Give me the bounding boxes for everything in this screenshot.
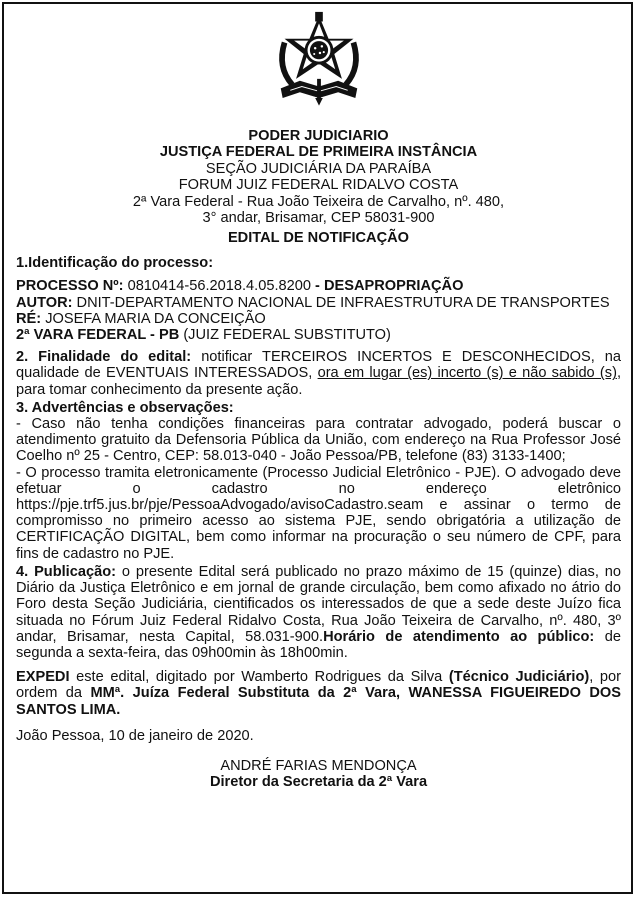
document-title: EDITAL DE NOTIFICAÇÃO	[227, 230, 410, 247]
section2-text-end: , para tomar conhecimento da presente ação.	[16, 365, 621, 398]
signature-name: ANDRÉ FARIAS MENDONÇA	[220, 757, 417, 774]
autor-value: DNIT-DEPARTAMENTO NACIONAL DE INFRAESTRUTURA DE TRANSPORTES	[76, 294, 610, 311]
section1-heading: 1.Identificação do processo:	[16, 255, 214, 272]
section4-label: 4. Publicação:	[16, 563, 116, 580]
section3-para1: - Caso não tenha condições financeiras para contratar advogado, poderá buscar o atendimento gratuito da Defensoria Pública da União, com endereço na Rua Professor José Coelho nº 25 - Centro, CEP: 58.013-040 - João Pessoa/PB, telefone (83) 3133-1400;	[16, 416, 621, 465]
header-address-2: 3° andar, Brisamar, CEP 58031-900	[202, 210, 435, 227]
section2-finalidade	[16, 349, 621, 398]
document-header	[16, 128, 621, 226]
section2-label: 2. Finalidade do edital:	[16, 349, 192, 366]
expedi-text: este edital, digitado por Wamberto Rodrigues da Silva	[76, 669, 443, 686]
expedi-cargo: (Técnico Judiciário)	[448, 669, 590, 686]
brazil-coat-of-arms-icon	[271, 10, 367, 120]
processo-label: PROCESSO Nº:	[16, 278, 124, 295]
expedi-word: EXPEDI	[16, 669, 70, 686]
expedi-judge: MMª. Juíza Federal Substituta da 2ª Vara, WANESSA FIGUEIREDO DOS SANTOS LIMA	[16, 685, 621, 718]
horario-text: de segunda a sexta-feira, das 09h00min às 18h00min.	[16, 628, 621, 661]
signature-block	[16, 758, 621, 791]
process-identification	[16, 278, 621, 343]
signature-role: Diretor da Secretaria da 2ª Vara	[209, 774, 428, 791]
section4-text: o presente Edital será publicado no prazo máximo de 15 (quinze) dias, no Diário da Justiça Eletrônico e em jornal de grande circulação, bem como afixado no átrio do Foro desta Seção Judiciária, cientificados os interessados de que a sede deste Juízo fica situada no Fórum Juiz Federal Ridalvo Costa, Rua João Teixeira de Carvalho, nº. 480, 3º andar, Brisamar, nesta Capital, 58.031-900.	[16, 563, 622, 645]
vara-value: (JUIZ FEDERAL SUBSTITUTO)	[183, 327, 391, 344]
header-address-1: 2ª Vara Federal - Rua João Teixeira de Carvalho, nº. 480,	[132, 193, 505, 210]
expedi-end: .	[116, 701, 121, 718]
section3-advertencias	[16, 400, 621, 562]
section4-publicacao	[16, 564, 621, 661]
header-poder: PODER JUDICIARIO	[248, 128, 389, 144]
header-justica: JUSTIÇA FEDERAL DE PRIMEIRA INSTÂNCIA	[159, 144, 478, 161]
document-date: João Pessoa, 10 de janeiro de 2020.	[16, 727, 254, 744]
processo-value: 0810414-56.2018.4.05.8200	[127, 278, 311, 295]
section3-para2: - O processo tramita eletronicamente (Processo Judicial Eletrônico - PJE). O advogado deve efetuar o cadastro no endereço eletrônico https://pje.trf5.jus.br/pje/PessoaAdvogado/avisoCadastro.seam e assinar o termo de compromisso no primeiro acesso ao sistema PJE, sendo obrigatória a utilização de CERTIFICAÇÃO DIGITAL, bem como informar na procuração o seu número de CPF, para fins de cadastro no PJE.	[16, 464, 621, 562]
processo-type: - DESAPROPRIAÇÃO	[315, 278, 464, 295]
section2-text: notificar TERCEIROS INCERTOS E DESCONHECIDOS, na qualidade de EVENTUAIS INTERESSADOS,	[16, 349, 622, 382]
vara-label: 2ª VARA FEDERAL - PB	[16, 327, 180, 344]
re-value: JOSEFA MARIA DA CONCEIÇÃO	[45, 310, 266, 327]
section2-underlined: ora em lugar (es) incerto (s) e não sabido (s)	[317, 365, 617, 382]
header-secao: SEÇÃO JUDICIÁRIA DA PARAÍBA	[205, 160, 432, 177]
autor-label: AUTOR:	[16, 294, 73, 311]
horario-label: Horário de atendimento ao público:	[323, 628, 595, 645]
header-forum: FORUM JUIZ FEDERAL RIDALVO COSTA	[178, 177, 459, 194]
re-label: RÉ:	[16, 310, 42, 327]
expedi-paragraph	[16, 669, 621, 718]
edital-document	[16, 10, 621, 791]
section3-label: 3. Advertências e observações:	[16, 399, 234, 416]
expedi-text-2: , por ordem da	[16, 669, 622, 702]
